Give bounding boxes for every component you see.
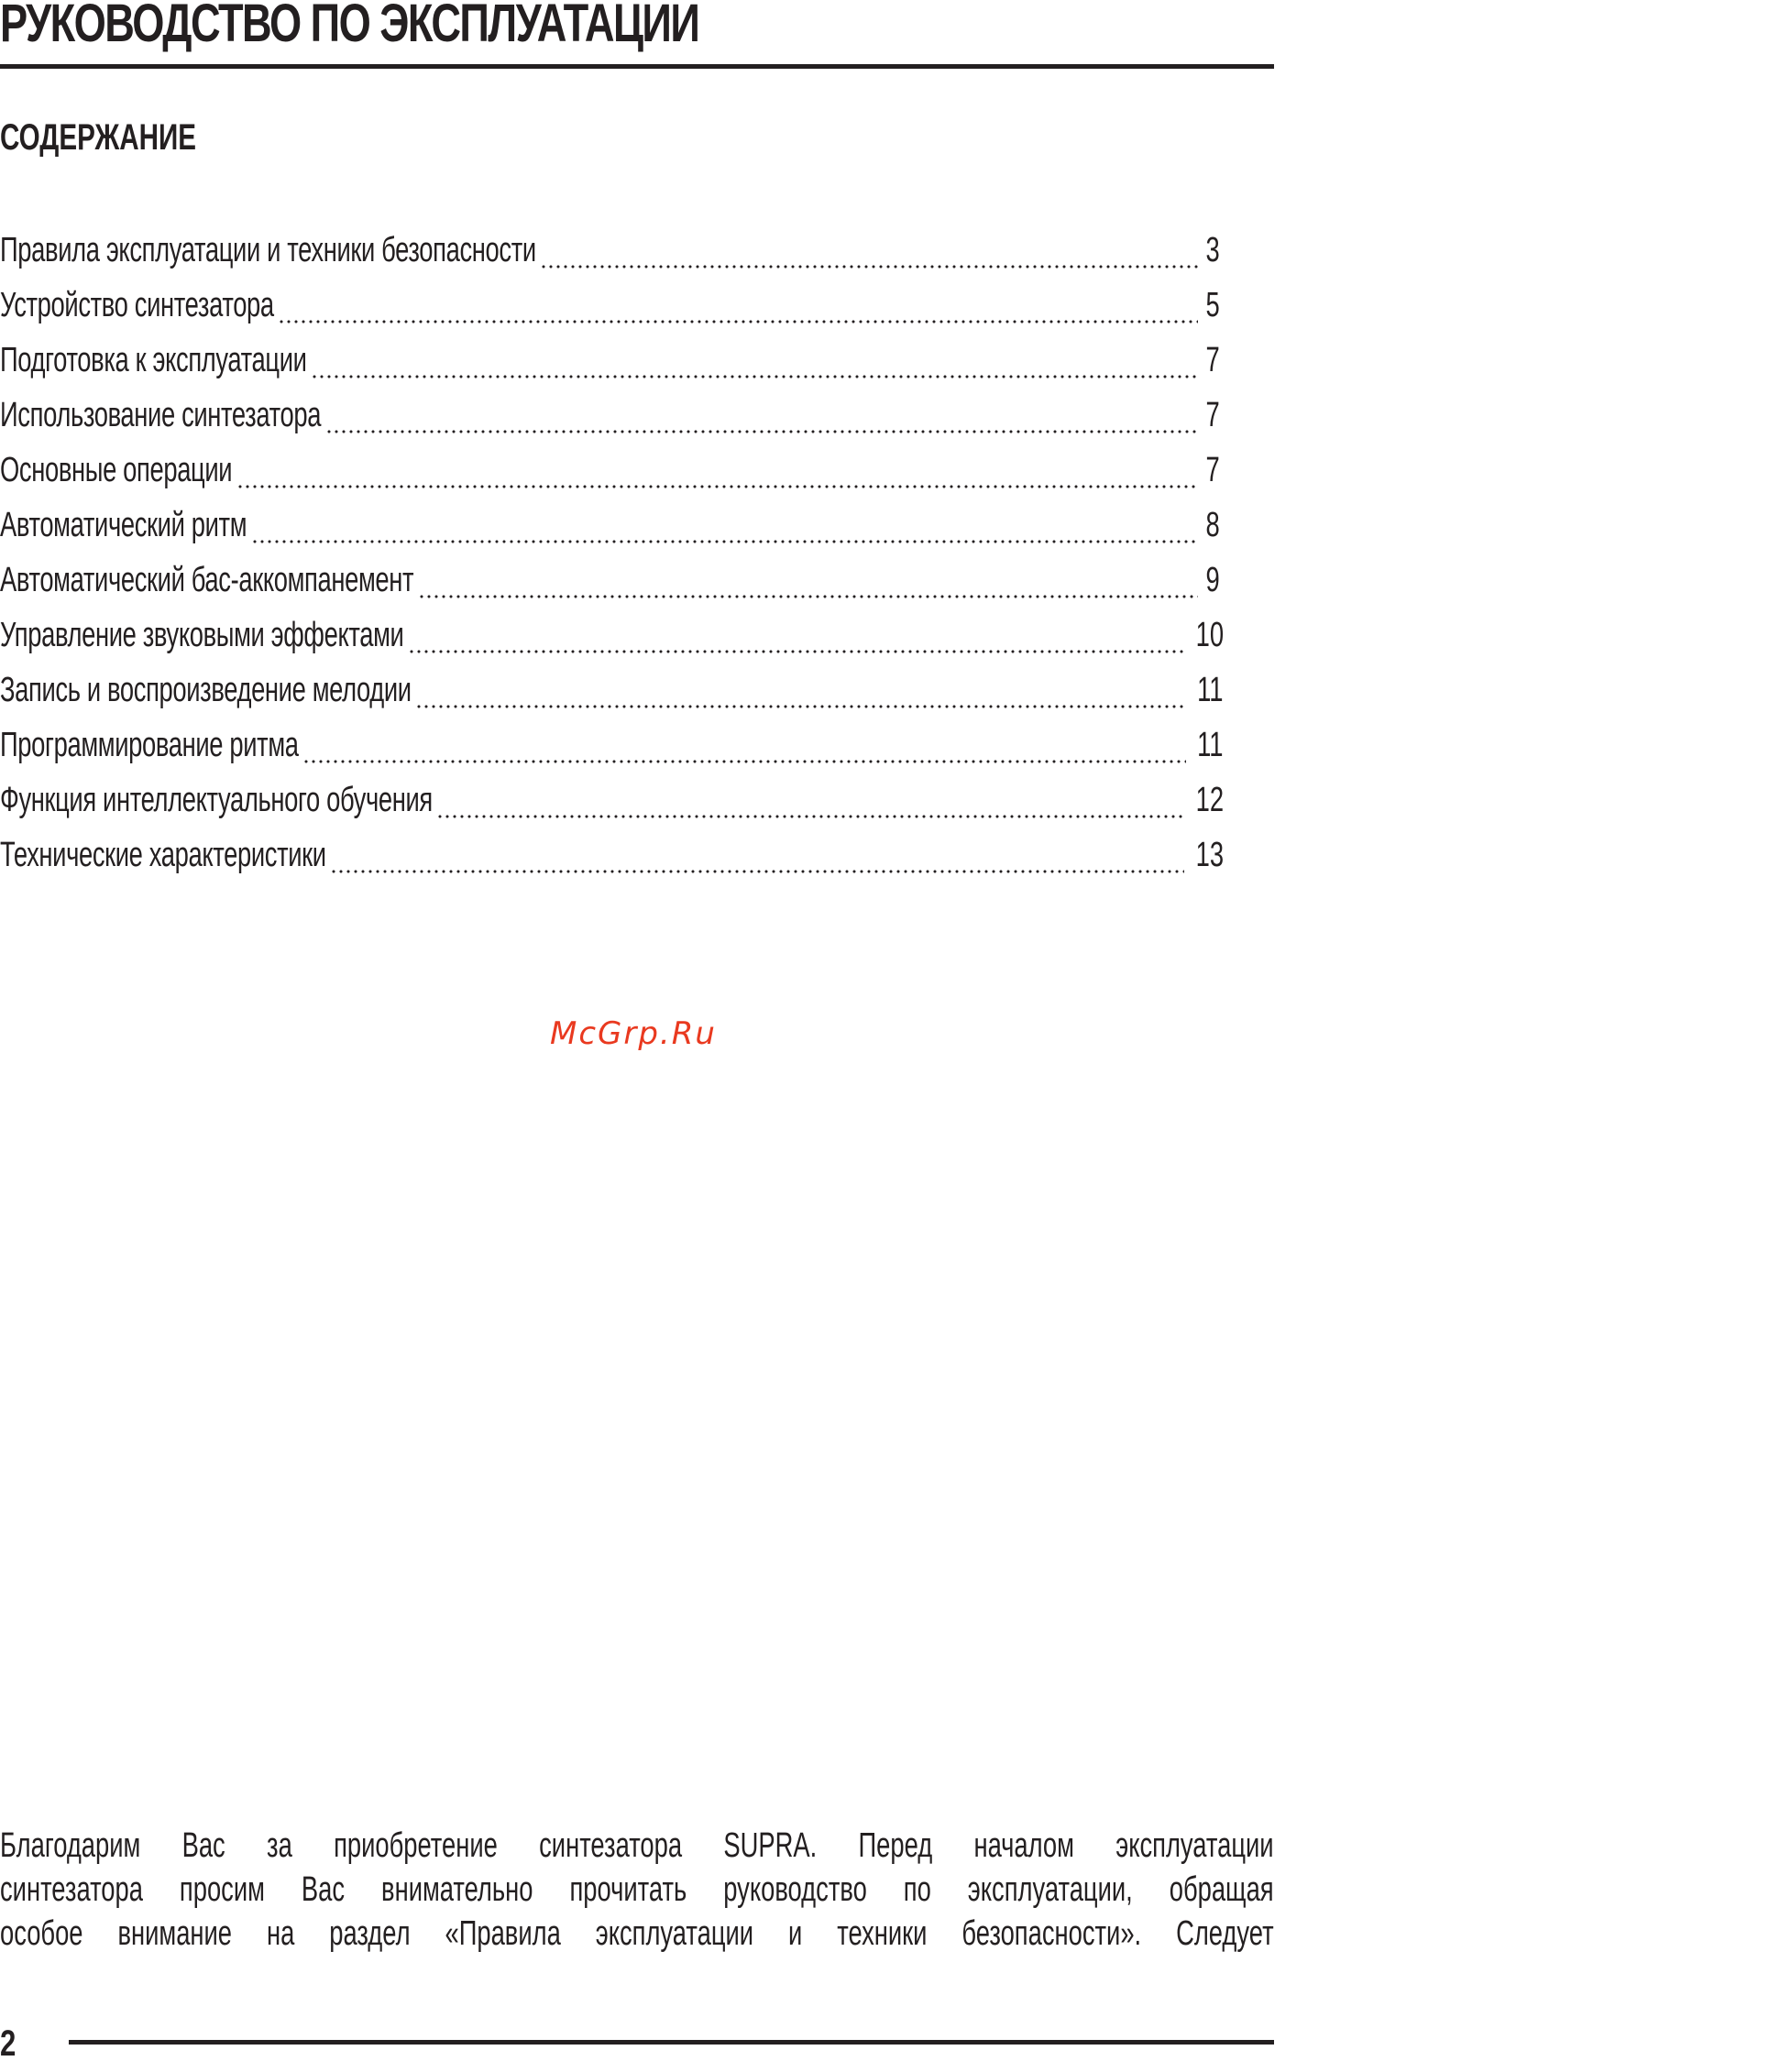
toc-entry-label: Основные операции (0, 451, 233, 489)
toc-entry[interactable] (0, 556, 1220, 611)
toc-entry[interactable] (0, 446, 1220, 501)
toc-entry-label: Автоматический бас-аккомпанемент (0, 561, 414, 599)
toc-entry-label: Управление звуковыми эффектами (0, 616, 404, 654)
toc-entry[interactable] (0, 281, 1220, 336)
toc-entry-label: Функция интеллектуального обучения (0, 781, 433, 819)
toc-entry-page: 5 (1205, 286, 1220, 324)
toc-entry-label: Устройство синтезатора (0, 286, 274, 324)
intro-line: синтезатора просим Вас внимательно прочитать руководство по эксплуатации, обращая (0, 1870, 1274, 1909)
toc-entry-page: 7 (1205, 396, 1220, 434)
toc-entry-page: 11 (1197, 726, 1224, 764)
toc-dot-leader (236, 485, 1198, 488)
intro-paragraph (0, 1824, 1274, 1956)
toc-entry[interactable] (0, 611, 1225, 666)
table-of-contents (0, 226, 1225, 886)
intro-line: Благодарим Вас за приобретение синтезатора SUPRA. Перед началом эксплуатации (0, 1826, 1274, 1865)
document-title: РУКОВОДСТВО ПО ЭКСПЛУАТАЦИИ (0, 0, 699, 53)
toc-entry[interactable] (0, 226, 1220, 281)
toc-dot-leader (415, 705, 1186, 708)
page-number: 2 (0, 2023, 16, 2064)
toc-entry[interactable] (0, 831, 1225, 886)
toc-dot-leader (418, 595, 1198, 598)
toc-entry-label: Запись и воспроизведение мелодии (0, 671, 412, 709)
footer-divider (69, 2040, 1274, 2045)
toc-entry-page: 3 (1205, 231, 1220, 269)
toc-entry-page: 7 (1205, 341, 1220, 379)
toc-heading: СОДЕРЖАНИЕ (0, 117, 196, 158)
toc-entry[interactable] (0, 666, 1224, 721)
toc-dot-leader (302, 760, 1186, 763)
toc-entry-label: Программирование ритма (0, 726, 299, 764)
toc-entry-page: 12 (1195, 781, 1225, 819)
toc-entry-page: 8 (1205, 506, 1220, 544)
toc-entry[interactable] (0, 336, 1220, 391)
toc-entry[interactable] (0, 391, 1220, 446)
toc-dot-leader (408, 650, 1184, 653)
toc-entry[interactable] (0, 501, 1220, 556)
toc-entry-page: 7 (1205, 451, 1220, 489)
toc-entry-label: Технические характеристики (0, 836, 326, 874)
watermark-text: McGrp.Ru (550, 1015, 717, 1052)
toc-entry-page: 9 (1205, 561, 1220, 599)
toc-entry-label: Использование синтезатора (0, 396, 322, 434)
toc-entry-label: Подготовка к эксплуатации (0, 341, 307, 379)
toc-dot-leader (278, 320, 1198, 323)
title-divider (0, 64, 1274, 69)
toc-dot-leader (330, 870, 1184, 873)
toc-dot-leader (540, 265, 1198, 269)
toc-entry-page: 10 (1195, 616, 1225, 654)
toc-dot-leader (325, 430, 1198, 433)
toc-dot-leader (251, 540, 1198, 543)
toc-dot-leader (311, 375, 1198, 378)
toc-entry-page: 11 (1197, 671, 1224, 709)
toc-entry[interactable] (0, 721, 1224, 776)
toc-dot-leader (436, 815, 1184, 818)
toc-entry-page: 13 (1195, 836, 1225, 874)
toc-entry-label: Автоматический ритм (0, 506, 247, 544)
intro-line: особое внимание на раздел «Правила эксплуатации и техники безопасности». Следует (0, 1914, 1274, 1953)
toc-entry-label: Правила эксплуатации и техники безопасности (0, 231, 536, 269)
toc-entry[interactable] (0, 776, 1225, 831)
